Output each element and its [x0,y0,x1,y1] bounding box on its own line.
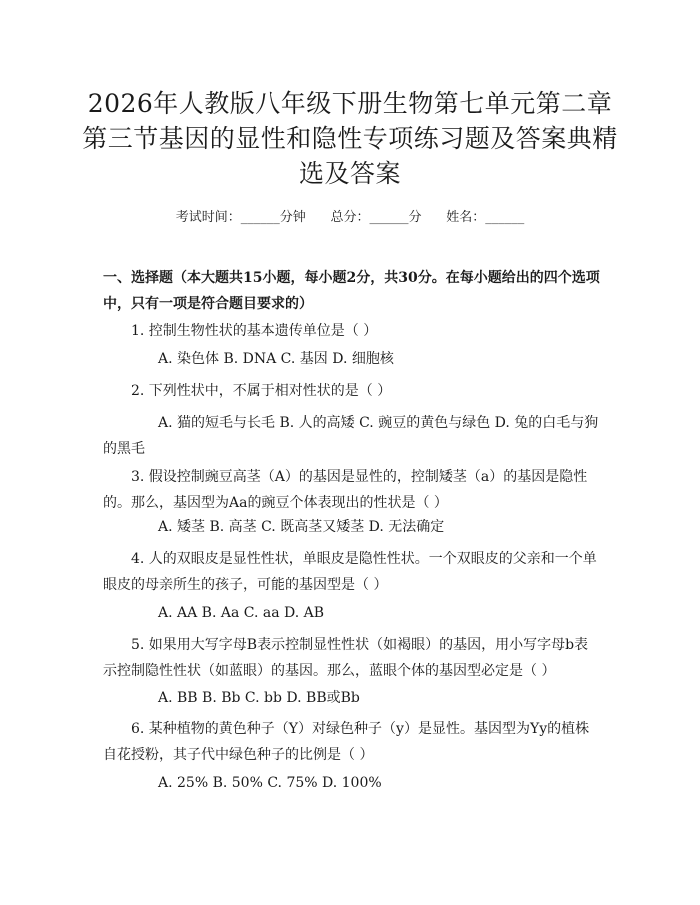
exam-info-line: 考试时间：______分钟 总分：______分 姓名：______ [175,210,525,225]
question-3-options: A. 矮茎 B. 高茎 C. 既高茎又矮茎 D. 无法确定 [158,519,445,535]
question-5: 5. 如果用大写字母B表示控制显性性状（如褐眼）的基因，用小写字母b表示控制隐性性状（如蓝眼）的基因。那么，蓝眼个体的基因型必定是（ ） [103,637,589,679]
question-1: 1. 控制生物性状的基本遗传单位是（ ） [131,323,378,339]
document-title: 2026年人教版八年级下册生物第七单元第二章第三节基因的显性和隐性专项练习题及答案典精选及答案 [82,89,618,188]
question-4-options: A. AA B. Aa C. aa D. AB [158,605,325,621]
question-5-options: A. BB B. Bb C. bb D. BB或Bb [158,690,360,706]
question-1-options: A. 染色体 B. DNA C. 基因 D. 细胞核 [158,351,394,367]
question-4: 4. 人的双眼皮是显性性状，单眼皮是隐性性状。一个双眼皮的父亲和一个单眼皮的母亲所生的孩子，可能的基因型是（ ） [103,551,597,593]
question-6-options: A. 25% B. 50% C. 75% D. 100% [158,775,382,791]
question-3: 3. 假设控制豌豆高茎（A）的基因是显性的，控制矮茎（a）的基因是隐性的。那么，基因型为Aa的豌豆个体表现出的性状是（ ） [103,469,588,511]
section-heading: 一、选择题（本大题共15小题，每小题2分，共30分。在每小题给出的四个选项中，只有一项是符合题目要求的） [103,270,600,312]
question-2: 2. 下列性状中，不属于相对性状的是（ ） [131,383,392,399]
question-2-options: A. 猫的短毛与长毛 B. 人的高矮 C. 豌豆的黄色与绿色 D. 兔的白毛与狗的黑毛 [103,415,599,457]
question-6: 6. 某种植物的黄色种子（Y）对绿色种子（y）是显性。基因型为Yy的植株自花授粉，其子代中绿色种子的比例是（ ） [103,721,590,763]
